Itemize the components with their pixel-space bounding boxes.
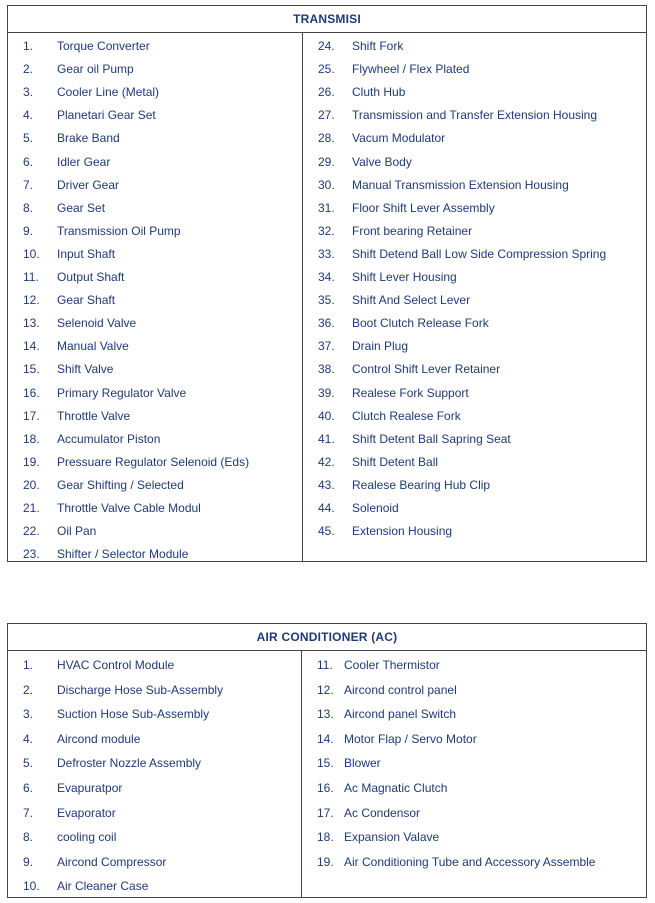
item-number: 16. (23, 385, 40, 400)
item-label: Transmission Oil Pump (57, 223, 181, 238)
item-label: Transmission and Transfer Extension Housing (352, 108, 598, 123)
item-label: Drain Plug (352, 339, 409, 354)
item-label: Output Shaft (57, 270, 125, 284)
list-item (8, 452, 302, 472)
list-item (303, 383, 646, 403)
item-label: Motor Flap / Servo Motor (344, 731, 477, 746)
item-number: 6. (23, 154, 34, 169)
item-label: Front bearing Retainer (352, 223, 473, 238)
item-label: Shift Detent Ball (352, 454, 439, 469)
item-label: Planetari Gear Set (57, 108, 156, 123)
list-item (8, 498, 302, 518)
list-item (8, 521, 302, 541)
item-label: Idler Gear (57, 154, 111, 169)
list-item (303, 244, 646, 264)
item-label: Solenoid (352, 501, 399, 515)
list-item (302, 778, 646, 798)
item-number: 45. (318, 524, 335, 539)
item-number: 41. (318, 431, 335, 446)
item-label: Evapuratpor (57, 781, 123, 795)
item-label: Valve Body (352, 154, 412, 169)
item-label: Evaporator (57, 805, 116, 820)
item-label: Shift Lever Housing (352, 270, 457, 284)
list-item (303, 59, 646, 79)
item-number: 21. (23, 501, 40, 515)
list-item (8, 267, 302, 287)
item-number: 26. (318, 85, 335, 100)
item-number: 19. (23, 454, 40, 469)
list-item (303, 336, 646, 356)
item-label: Ac Magnatic Clutch (344, 781, 448, 795)
item-number: 9. (23, 854, 34, 869)
item-number: 22. (23, 524, 40, 539)
item-number: 17. (317, 805, 334, 820)
item-number: 14. (23, 339, 40, 354)
item-label: Shift And Select Lever (352, 293, 471, 308)
list-item (302, 852, 646, 872)
list-item (302, 704, 646, 724)
list-item (303, 267, 646, 287)
list-item (8, 221, 302, 241)
item-label: Pressuare Regulator Selenoid (Eds) (57, 454, 250, 469)
list-item (303, 175, 646, 195)
item-label: Aircond control panel (344, 682, 457, 697)
item-number: 29. (318, 154, 335, 169)
list-item (8, 336, 302, 356)
item-number: 40. (318, 408, 335, 423)
item-label: Accumulator Piston (57, 431, 161, 446)
list-item (8, 680, 301, 700)
list-item (303, 406, 646, 426)
item-label: Flywheel / Flex Plated (352, 62, 470, 77)
list-item (8, 290, 302, 310)
item-number: 25. (318, 62, 335, 77)
list-item (8, 36, 302, 56)
list-item (8, 475, 302, 495)
item-number: 10. (23, 879, 40, 894)
list-item (8, 852, 301, 872)
list-item (303, 128, 646, 148)
item-label: Vacum Modulator (352, 131, 446, 146)
item-number: 4. (23, 731, 34, 746)
item-number: 7. (23, 177, 34, 192)
item-label: Shifter / Selector Module (57, 547, 189, 562)
item-number: 32. (318, 223, 335, 238)
item-number: 13. (317, 707, 334, 722)
item-label: Cooler Line (Metal) (57, 85, 160, 100)
item-number: 11. (317, 658, 333, 672)
item-label: Clutch Realese Fork (352, 408, 461, 423)
item-label: Floor Shift Lever Assembly (352, 200, 495, 215)
list-item (8, 655, 301, 675)
item-number: 16. (317, 781, 334, 795)
item-label: Control Shift Lever Retainer (352, 362, 501, 377)
list-item (8, 704, 301, 724)
item-number: 8. (23, 830, 34, 845)
item-label: Discharge Hose Sub-Assembly (57, 682, 224, 697)
item-label: Air Cleaner Case (57, 879, 149, 894)
list-item (8, 244, 302, 264)
item-number: 34. (318, 270, 335, 284)
item-number: 7. (23, 805, 34, 820)
item-number: 8. (23, 200, 34, 215)
list-item (8, 59, 302, 79)
ac-right-column (302, 651, 646, 897)
list-item (302, 729, 646, 749)
item-label: Realese Fork Support (352, 385, 469, 400)
item-label: Defroster Nozzle Assembly (57, 756, 202, 771)
list-item (8, 406, 302, 426)
item-label: Throttle Valve Cable Modul (57, 501, 201, 515)
list-item (8, 429, 302, 449)
list-item (303, 198, 646, 218)
item-number: 9. (23, 223, 34, 238)
item-number: 33. (318, 246, 335, 261)
item-label: Shift Detend Ball Low Side Compression Spring (352, 246, 607, 261)
list-item (303, 313, 646, 333)
item-label: Realese Bearing Hub Clip (352, 477, 491, 492)
item-number: 10. (23, 246, 40, 261)
item-label: cooling coil (57, 830, 117, 845)
item-number: 12. (23, 293, 40, 308)
item-label: Extension Housing (352, 524, 453, 539)
item-number: 11. (23, 270, 39, 284)
item-number: 5. (23, 131, 34, 146)
list-item (302, 803, 646, 823)
item-label: HVAC Control Module (57, 658, 175, 672)
list-item (303, 475, 646, 495)
item-number: 37. (318, 339, 335, 354)
item-number: 44. (318, 501, 335, 515)
list-item (303, 498, 646, 518)
list-item (8, 876, 301, 896)
item-label: Aircond Compressor (57, 854, 167, 869)
list-item (8, 152, 302, 172)
list-item (303, 152, 646, 172)
item-label: Gear Set (57, 200, 106, 215)
list-item (8, 198, 302, 218)
item-label: Selenoid Valve (57, 316, 137, 331)
list-item (8, 753, 301, 773)
item-label: Driver Gear (57, 177, 120, 192)
item-label: Manual Valve (57, 339, 129, 354)
item-number: 14. (317, 731, 334, 746)
list-item (8, 778, 301, 798)
transmisi-table (7, 5, 647, 562)
item-label: Primary Regulator Valve (57, 385, 187, 400)
item-number: 17. (23, 408, 40, 423)
list-item (8, 105, 302, 125)
list-item (8, 383, 302, 403)
list-item (8, 82, 302, 102)
item-number: 18. (23, 431, 40, 446)
item-number: 24. (318, 39, 335, 53)
ac-title: AIR CONDITIONER (AC) (8, 624, 646, 651)
item-label: Input Shaft (57, 246, 116, 261)
ac-table (7, 623, 647, 898)
item-number: 3. (23, 85, 34, 100)
item-label: Aircond module (57, 731, 141, 746)
list-item (302, 753, 646, 773)
list-item (302, 655, 646, 675)
item-number: 2. (23, 682, 34, 697)
item-label: Expansion Valave (344, 830, 440, 845)
item-label: Throttle Valve (57, 408, 131, 423)
item-label: Boot Clutch Release Fork (352, 316, 489, 331)
item-number: 28. (318, 131, 335, 146)
item-number: 15. (23, 362, 40, 377)
item-number: 30. (318, 177, 335, 192)
item-label: Gear oil Pump (57, 62, 134, 77)
item-number: 4. (23, 108, 34, 123)
item-number: 2. (23, 62, 34, 77)
list-item (303, 82, 646, 102)
list-item (8, 359, 302, 379)
item-number: 19. (317, 854, 334, 869)
list-item (303, 452, 646, 472)
transmisi-left-column (8, 33, 302, 561)
list-item (302, 827, 646, 847)
list-item (303, 290, 646, 310)
list-item (303, 359, 646, 379)
item-label: Oil Pan (57, 524, 97, 539)
list-item (303, 429, 646, 449)
item-label: Shift Fork (352, 39, 404, 53)
list-item (8, 175, 302, 195)
item-label: Cooler Thermistor (344, 658, 440, 672)
item-number: 38. (318, 362, 335, 377)
list-item (8, 827, 301, 847)
item-number: 5. (23, 756, 34, 771)
item-number: 20. (23, 477, 40, 492)
item-number: 12. (317, 682, 334, 697)
item-label: Ac Condensor (344, 805, 421, 820)
item-number: 43. (318, 477, 335, 492)
item-number: 18. (317, 830, 334, 845)
item-number: 15. (317, 756, 334, 771)
item-number: 31. (318, 200, 335, 215)
list-item (8, 544, 302, 564)
item-label: Air Conditioning Tube and Accessory Assemble (344, 854, 596, 869)
item-label: Gear Shaft (57, 293, 116, 308)
item-label: Gear Shifting / Selected (57, 477, 184, 492)
item-number: 3. (23, 707, 34, 722)
item-label: Blower (344, 756, 381, 771)
item-number: 23. (23, 547, 40, 562)
item-number: 36. (318, 316, 335, 331)
item-number: 27. (318, 108, 335, 123)
item-label: Aircond panel Switch (344, 707, 457, 722)
list-item (303, 221, 646, 241)
item-label: Manual Transmission Extension Housing (352, 177, 569, 192)
list-item (8, 729, 301, 749)
item-label: Shift Detent Ball Sapring Seat (352, 431, 511, 446)
item-number: 35. (318, 293, 335, 308)
list-item (302, 680, 646, 700)
item-number: 39. (318, 385, 335, 400)
item-label: Brake Band (57, 131, 120, 146)
item-label: Torque Converter (57, 39, 150, 53)
ac-left-column (8, 651, 301, 897)
list-item (8, 128, 302, 148)
item-label: Cluth Hub (352, 85, 406, 100)
list-item (303, 521, 646, 541)
item-number: 6. (23, 781, 34, 795)
item-number: 42. (318, 454, 335, 469)
item-label: Suction Hose Sub-Assembly (57, 707, 210, 722)
item-label: Shift Valve (57, 362, 114, 377)
item-number: 1. (23, 658, 34, 672)
item-number: 1. (23, 39, 34, 53)
item-number: 13. (23, 316, 40, 331)
transmisi-title: TRANSMISI (8, 6, 646, 33)
list-item (8, 313, 302, 333)
list-item (303, 105, 646, 125)
list-item (303, 36, 646, 56)
transmisi-right-column (303, 33, 646, 561)
list-item (8, 803, 301, 823)
